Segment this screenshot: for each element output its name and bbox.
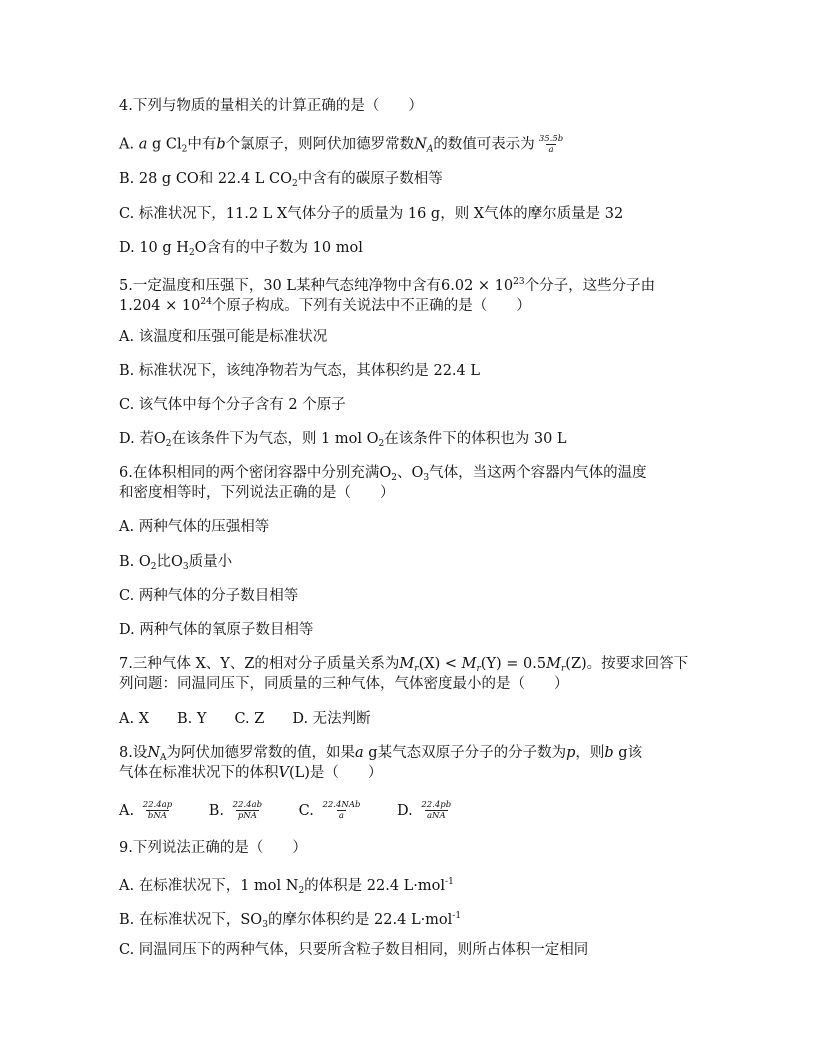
q5-option-c: C. 该气体中每个分子含有 2 个原子 [119, 397, 346, 413]
q6-option-c: C. 两种气体的分子数目相等 [119, 588, 299, 604]
q7-stem-line2: 列问题：同温同压下，同质量的三种气体，气体密度最小的是（ ） [119, 676, 569, 692]
q9-option-a: A. 在标准状况下，1 mol $N_2$的体积是 22.4 L·mol$^{-1}$ [119, 877, 454, 896]
q8-stem-line2: 气体在标准状况下的体积V(L)是（ ） [119, 765, 383, 781]
q5-option-d: D. 若$O_2$在该条件下为气态，则 1 mol $O_2$在该条件下的体积也为 30 L [119, 431, 567, 449]
q5-stem-line1: 5.一定温度和压强下，30 L某种气态纯净物中含有$6.02 \times 10^{23}$个分子，这些分子由 [119, 277, 656, 294]
q4-option-b: B. 28 g CO和 22.4 L $CO_2$中含有的碳原子数相等 [119, 171, 443, 189]
q7-option-b: B. Y [177, 711, 207, 727]
q5-option-a: A. 该温度和压强可能是标准状况 [119, 329, 328, 345]
q9-stem: 9.下列说法正确的是（ ） [119, 840, 307, 856]
q8-options [119, 800, 455, 821]
q7-option-c: C. Z [234, 711, 265, 727]
q4-option-c: C. 标准状况下，11.2 L X气体分子的质量为 16 g，则 X气体的摩尔质量是 32 [119, 206, 624, 222]
q4-fraction: $\frac{35.5b}{a}$ [538, 134, 564, 155]
q9-option-c: C. 同温同压下的两种气体，只要所含粒子数目相同，则所占体积一定相同 [119, 942, 589, 958]
q8-option-c: C. $\frac{\text{22.4NAb}}{a}$ [298, 800, 361, 821]
q9-option-b: B. 在标准状况下，$SO_3$的摩尔体积约是 22.4 L·mol$^{-1}$ [119, 911, 462, 930]
q6-option-d: D. 两种气体的氧原子数目相等 [119, 622, 314, 638]
q6-stem-line1: 6.在体积相同的两个密闭容器中分别充满$O_2$、$O_3$气体，当这两个容器内气体的温度 [119, 465, 647, 483]
q4-option-a: A. a g $Cl_2$中有b个氯原子，则阿伏加德罗常数$N_A$的数值可表示为 $\frac{35.5b}{a}$ [119, 134, 564, 155]
q6-stem-line2: 和密度相等时，下列说法正确的是（ ） [119, 485, 395, 501]
q8-option-a: A. $\frac{22.4ap}{\text{bNA}}$ [119, 800, 173, 821]
q5-option-b: B. 标准状况下，该纯净物若为气态，其体积约是 22.4 L [119, 363, 481, 379]
q6-option-a: A. 两种气体的压强相等 [119, 519, 270, 535]
q8-option-b: B. $\frac{22.4ab}{\text{pNA}}$ [208, 800, 263, 821]
q4-option-d: D. 10 g $H_2O$含有的中子数为 10 mol [119, 240, 363, 258]
q5-stem-line2: $1.204 \times 10^{24}$个原子构成。下列有关说法中不正确的是（ ） [119, 297, 531, 314]
q4-stem: 4.下列与物质的量相关的计算正确的是（ ） [119, 98, 423, 114]
q8-option-d: D. $\frac{22.4pb}{\text{aNA}}$ [397, 800, 452, 821]
q7-option-d: D. 无法判断 [292, 711, 371, 727]
q7-option-a: A. X [119, 711, 150, 727]
q8-stem-line1: 8.设$N_A$为阿伏加德罗常数的值，如果a g某气态双原子分子的分子数为p，则b g该 [119, 745, 643, 763]
q7-options [119, 709, 371, 729]
q7-stem-line1: 7.三种气体 X、Y、Z的相对分子质量关系为$M_r(X) < M_r(Y) = 0.5M_r(Z)$。按要求回答下 [119, 656, 689, 674]
q6-option-b: B. $O_2$比$O_3$质量小 [119, 554, 233, 572]
